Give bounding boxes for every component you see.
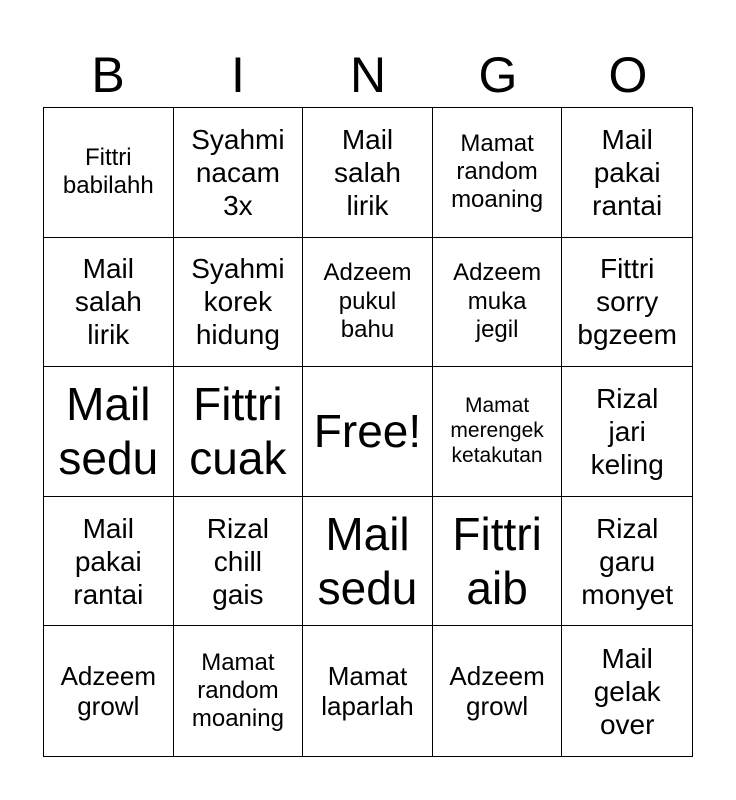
bingo-cell[interactable] — [433, 626, 563, 756]
free-space-cell[interactable] — [303, 367, 433, 497]
bingo-cell-text: Mail pakai rantai — [592, 123, 663, 221]
bingo-cell[interactable] — [44, 367, 174, 497]
bingo-cell[interactable] — [44, 626, 174, 756]
bingo-cell-text: Mail sedu — [58, 378, 159, 485]
free-space-text: Free! — [313, 405, 422, 458]
bingo-cell-text: Fittri cuak — [189, 378, 287, 485]
bingo-cell-text: Mamat random moaning — [451, 129, 544, 214]
bingo-cell[interactable] — [562, 108, 692, 238]
bingo-cell-text: Fittri babilahh — [62, 143, 154, 200]
bingo-card-grid — [43, 107, 693, 757]
bingo-cell-text: Fittri sorry bgzeem — [577, 253, 677, 351]
header-letter-g: G — [478, 47, 518, 103]
header-letter-i: I — [231, 47, 245, 103]
bingo-cell[interactable] — [174, 626, 304, 756]
bingo-cell-text: Mail gelak over — [593, 642, 661, 740]
bingo-cell[interactable] — [562, 367, 692, 497]
bingo-cell[interactable] — [562, 626, 692, 756]
bingo-cell[interactable] — [433, 367, 563, 497]
header-letter-n: N — [349, 47, 387, 103]
bingo-cell-text: Adzeem growl — [60, 660, 156, 722]
bingo-cell[interactable] — [303, 626, 433, 756]
bingo-cell[interactable] — [433, 108, 563, 238]
bingo-cell[interactable] — [303, 497, 433, 627]
bingo-cell-text: Rizal jari keling — [590, 382, 664, 480]
bingo-cell[interactable] — [433, 497, 563, 627]
bingo-cell[interactable] — [433, 238, 563, 368]
bingo-cell-text: Mail pakai rantai — [73, 512, 144, 610]
bingo-cell-text: Syahmi nacam 3x — [191, 123, 285, 221]
bingo-cell-text: Mamat merengek ketakutan — [450, 394, 544, 467]
bingo-cell[interactable] — [44, 238, 174, 368]
bingo-cell[interactable] — [174, 367, 304, 497]
bingo-cell-text: Syahmi korek hidung — [191, 253, 285, 351]
bingo-cell-text: Rizal chill gais — [206, 512, 269, 610]
bingo-cell-text: Adzeem muka jegil — [453, 259, 542, 344]
bingo-cell-text: Mail salah lirik — [74, 253, 142, 351]
bingo-cell[interactable] — [303, 238, 433, 368]
bingo-cell-text: Rizal garu monyet — [581, 512, 674, 610]
header-letter-b: B — [91, 47, 125, 103]
bingo-cell-text: Adzeem pukul bahu — [323, 259, 412, 344]
bingo-cell[interactable] — [174, 238, 304, 368]
bingo-cell[interactable] — [44, 108, 174, 238]
header-letter-o: O — [608, 47, 648, 103]
bingo-cell-text: Mamat random moaning — [191, 648, 284, 733]
bingo-cell[interactable] — [303, 108, 433, 238]
bingo-cell[interactable] — [562, 238, 692, 368]
bingo-cell-text: Adzeem growl — [449, 660, 545, 722]
bingo-cell[interactable] — [174, 108, 304, 238]
bingo-cell-text: Fittri aib — [452, 507, 542, 615]
bingo-cell-text: Mail salah lirik — [334, 123, 401, 221]
bingo-cell[interactable] — [174, 497, 304, 627]
bingo-cell-text: Mail sedu — [317, 507, 418, 615]
bingo-header — [43, 44, 693, 106]
bingo-cell[interactable] — [562, 497, 692, 627]
bingo-cell-text: Mamat laparlah — [321, 660, 414, 722]
bingo-cell[interactable] — [44, 497, 174, 627]
